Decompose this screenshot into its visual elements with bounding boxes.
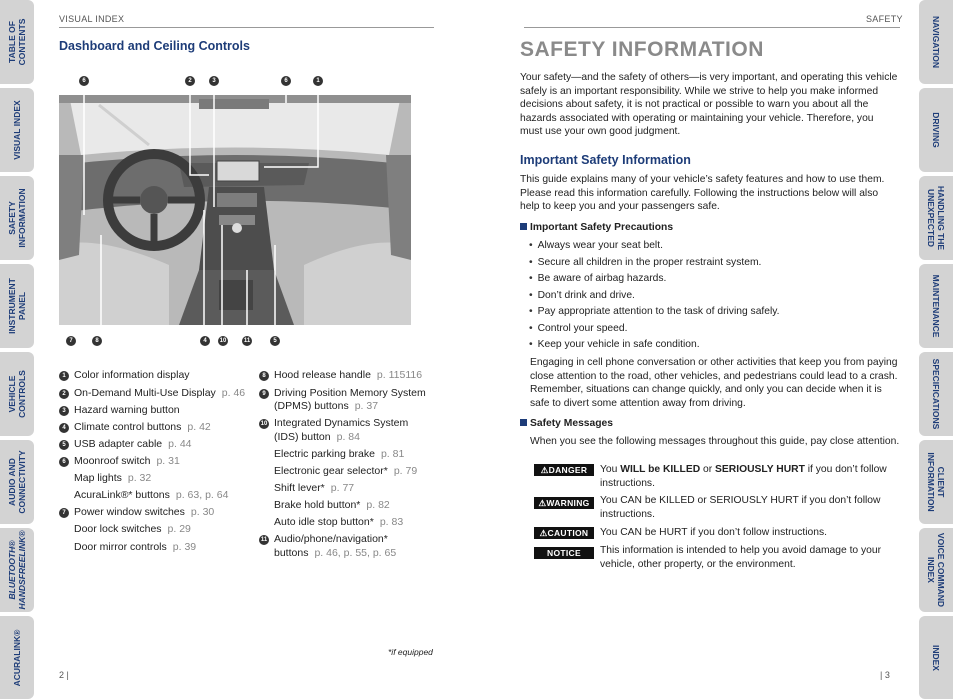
tab-safety-information[interactable] (0, 176, 34, 260)
tab-maintenance[interactable] (919, 264, 953, 348)
legend-label: Moonroof switch (74, 455, 151, 467)
page-ref-link[interactable]: p. 37 (354, 400, 379, 412)
legend-item (74, 523, 191, 535)
tab-bluetooth-handsfreelink[interactable] (0, 528, 34, 612)
legend-item (274, 499, 390, 511)
tab-specifications[interactable] (919, 352, 953, 436)
list-item: • Don’t drink and drive. (529, 288, 780, 305)
legend-label: Electronic gear selector* (274, 465, 388, 477)
page-ref-link[interactable]: p. 84 (336, 431, 360, 443)
tab-label: BLUETOOTH® HANDSFREELINK® (7, 530, 27, 610)
legend-label: Driving Position Memory System (274, 387, 426, 399)
tab-instrument-panel[interactable] (0, 264, 34, 348)
legend-item (274, 448, 404, 460)
legend-item (274, 547, 396, 559)
danger-text-emphasis: WILL be KILLED (620, 464, 701, 475)
callout-bottom: 4 (200, 336, 210, 346)
page-ref-link[interactable]: p. 77 (330, 482, 355, 494)
legend-item (274, 431, 360, 443)
legend-label: USB adapter cable (74, 438, 163, 450)
list-item: • Be aware of airbag hazards. (529, 271, 780, 288)
tab-vehicle-controls[interactable] (0, 352, 34, 436)
messages-intro: When you see the following messages throughout this guide, pay close attention. (530, 436, 900, 447)
legend-item (59, 404, 180, 416)
legend-number: 7 (59, 508, 69, 518)
tab-label: TABLE OF CONTENTS (7, 18, 27, 66)
precautions-heading-text: Important Safety Precautions (530, 222, 674, 233)
section-title: Dashboard and Ceiling Controls (59, 39, 250, 53)
legend-label: Shift lever* (274, 482, 325, 494)
warning-badge: ⚠WARNING (534, 497, 594, 509)
page-ref-link[interactable]: p. 39 (172, 541, 197, 553)
legend-label: (IDS) button (274, 431, 331, 443)
left-section-tabs (0, 0, 34, 699)
tab-handling-unexpected[interactable] (919, 176, 953, 260)
legend-label: Map lights (74, 472, 122, 484)
list-item: • Control your speed. (529, 321, 780, 338)
precautions-heading (520, 222, 673, 233)
tab-label: HANDLING THE UNEXPECTED (926, 185, 946, 251)
legend-item (59, 455, 180, 467)
page-ref-link[interactable]: p. 115116 (376, 369, 423, 381)
legend-item (259, 533, 388, 545)
running-head-right: SAFETY (866, 14, 903, 24)
legend-item (59, 421, 211, 433)
legend-number: 4 (59, 423, 69, 433)
header-rule-left (59, 27, 434, 28)
callout-top: 6 (281, 76, 291, 86)
callout-bottom: 7 (66, 336, 76, 346)
page-ref-link[interactable]: p. 30 (190, 506, 215, 518)
danger-text-part: or (700, 464, 716, 475)
page-ref-link[interactable]: p. 79 (393, 465, 418, 477)
legend-item (74, 541, 196, 553)
tab-navigation[interactable] (919, 0, 953, 84)
tab-index[interactable] (919, 616, 953, 699)
tab-label: CLIENT INFORMATION (926, 452, 946, 512)
notice-message (534, 544, 904, 572)
dashboard-photo (59, 95, 411, 325)
page-ref-link[interactable]: p. 82 (366, 499, 390, 511)
warning-text: You CAN be KILLED or SERIOUSLY HURT if you don’t follow instructions. (600, 495, 881, 520)
legend-column-1 (59, 369, 254, 559)
tab-label: DRIVING (931, 112, 941, 148)
tab-label: SAFETY INFORMATION (7, 188, 27, 248)
legend-item (274, 482, 354, 494)
dashboard-illustration (59, 95, 411, 325)
warning-message (534, 494, 904, 522)
page-ref-link[interactable]: p. 81 (380, 448, 405, 460)
page-number-left: 2 | (59, 670, 69, 680)
legend-number: 6 (59, 457, 69, 467)
legend-item (274, 516, 403, 528)
right-section-tabs (919, 0, 953, 699)
caution-text: You CAN be HURT if you don’t follow instructions. (600, 527, 828, 538)
legend-label: Power window switches (74, 506, 185, 518)
page-ref-link[interactable]: p. 29 (167, 523, 191, 535)
tab-audio-connectivity[interactable] (0, 440, 34, 524)
legend-number: 5 (59, 440, 69, 450)
legend-label: Hazard warning button (74, 404, 180, 416)
tab-label: VOICE COMMAND INDEX (926, 532, 946, 608)
legend-number: 2 (59, 389, 69, 399)
list-item: • Pay appropriate attention to the task of driving safely. (529, 304, 780, 321)
footnote: *if equipped (388, 647, 433, 657)
callout-top: 6 (79, 76, 89, 86)
legend-item (274, 400, 378, 412)
callout-top: 2 (185, 76, 195, 86)
running-head-left: VISUAL INDEX (59, 14, 125, 24)
danger-text-part: You (600, 464, 621, 475)
legend-number: 10 (260, 421, 268, 427)
legend-label: Door mirror controls (74, 541, 167, 553)
legend-label: On-Demand Multi-Use Display (74, 387, 216, 399)
tab-label: ACURALINK® (12, 629, 22, 686)
section-marker-icon (520, 223, 527, 230)
danger-message (534, 463, 904, 491)
list-item: • Keep your vehicle in safe condition. (529, 337, 780, 354)
page-ref-link[interactable]: p. 32 (127, 472, 152, 484)
callout-bottom: 5 (270, 336, 280, 346)
legend-item (59, 387, 245, 399)
legend-label: Integrated Dynamics System (274, 417, 409, 429)
legend-label: (DPMS) buttons (274, 400, 349, 412)
intro-paragraph: Your safety—and the safety of others—is very important, and operating this vehicle safely is an important responsibility. While we strive to help you make informed decisions about safety, it is not practical or possible to warn you about all the hazards associated with operating or maintaining your vehicle. Therefore, you must use your own good judgment. (520, 72, 898, 137)
legend-label: Climate control buttons (74, 421, 182, 433)
legend-item (274, 465, 417, 477)
legend-number: 8 (259, 371, 269, 381)
legend-item (59, 438, 192, 450)
tab-label: INSTRUMENT PANEL (7, 278, 27, 334)
legend-number: 9 (259, 389, 269, 399)
legend-label: Hood release handle (274, 369, 371, 381)
danger-text (600, 463, 900, 490)
page-ref-link[interactable]: p. 31 (156, 455, 180, 467)
legend-label: Color information display (74, 369, 190, 381)
legend-label: Auto idle stop button* (274, 516, 374, 528)
legend-number: 11 (260, 537, 268, 543)
tab-acuralink[interactable] (0, 616, 34, 699)
legend-label: Brake hold button* (274, 499, 361, 511)
list-item: • Always wear your seat belt. (529, 238, 780, 255)
page-ref-link[interactable]: p. 63, p. 64 (175, 489, 229, 501)
tab-voice-command-index[interactable] (919, 528, 953, 612)
callout-bottom: 10 (219, 338, 227, 344)
messages-heading-text: Safety Messages (530, 418, 613, 429)
callout-bottom: 8 (92, 336, 102, 346)
phone-paragraph: Engaging in cell phone conversation or other activities that keep you from paying close attention to the road, other vehicles, and pedestrians could lead to a crash. Remember, situations can change quickly, and only you can decide when it is safe to divert some attention away from driving. (530, 357, 898, 409)
legend-label: Door lock switches (74, 523, 162, 535)
tab-visual-index[interactable] (0, 88, 34, 172)
danger-text-part: if you don’t follow instructions. (600, 464, 887, 489)
page-number-right: | 3 (880, 670, 890, 680)
legend-item (74, 489, 228, 501)
legend-number: 1 (59, 371, 69, 381)
legend-label: Audio/phone/navigation* (274, 533, 388, 545)
caution-badge: ⚠CAUTION (534, 527, 594, 539)
tab-label: VEHICLE CONTROLS (7, 370, 27, 418)
legend-label: buttons (274, 547, 309, 559)
legend-item (259, 387, 426, 399)
page-ref-link[interactable]: p. 83 (379, 516, 404, 528)
guide-paragraph: This guide explains many of your vehicle’s safety features and how to use them. Please read this information carefully. Following the instructions below will also help to keep you and your passengers safe. (520, 174, 885, 212)
subsection-title: Important Safety Information (520, 153, 691, 167)
section-marker-icon (520, 419, 527, 426)
tab-label: NAVIGATION (931, 15, 941, 69)
page-ref-link[interactable]: p. 46 (221, 387, 246, 399)
page-ref-link[interactable]: p. 46, p. 55, p. 65 (314, 547, 397, 559)
notice-badge: NOTICE (534, 547, 594, 559)
danger-text-emphasis: SERIOUSLY HURT (715, 464, 805, 475)
legend-item (259, 417, 408, 429)
tab-label: AUDIO AND CONNECTIVITY (7, 450, 27, 514)
tab-label: VISUAL INDEX (12, 100, 22, 160)
legend-label: AcuraLink®* buttons (74, 489, 170, 501)
callout-top: 3 (209, 76, 219, 86)
precautions-list (529, 238, 780, 354)
page-title: SAFETY INFORMATION (520, 38, 764, 61)
legend-number: 3 (59, 406, 69, 416)
messages-heading (520, 418, 613, 429)
tab-label: INDEX (931, 644, 941, 671)
page-ref-link[interactable]: p. 44 (168, 438, 192, 450)
legend-item (59, 506, 214, 518)
legend-item (259, 369, 422, 381)
tab-label: MAINTENANCE (931, 274, 941, 338)
caution-message (534, 526, 904, 541)
tab-driving[interactable] (919, 88, 953, 172)
page-ref-link[interactable]: p. 42 (187, 421, 211, 433)
notice-text: This information is intended to help you avoid damage to your vehicle, other property, or the environment. (600, 545, 882, 570)
header-rule-right (524, 27, 900, 28)
tab-client-information[interactable] (919, 440, 953, 524)
tab-label: SPECIFICATIONS (931, 358, 941, 430)
callout-top: 1 (313, 76, 323, 86)
legend-column-2 (259, 369, 434, 564)
danger-badge: ⚠DANGER (534, 464, 594, 476)
legend-item (59, 369, 190, 381)
list-item: • Secure all children in the proper restraint system. (529, 255, 780, 272)
legend-label: Electric parking brake (274, 448, 375, 460)
tab-table-of-contents[interactable] (0, 0, 34, 84)
legend-item (74, 472, 151, 484)
callout-bottom: 11 (243, 338, 251, 344)
